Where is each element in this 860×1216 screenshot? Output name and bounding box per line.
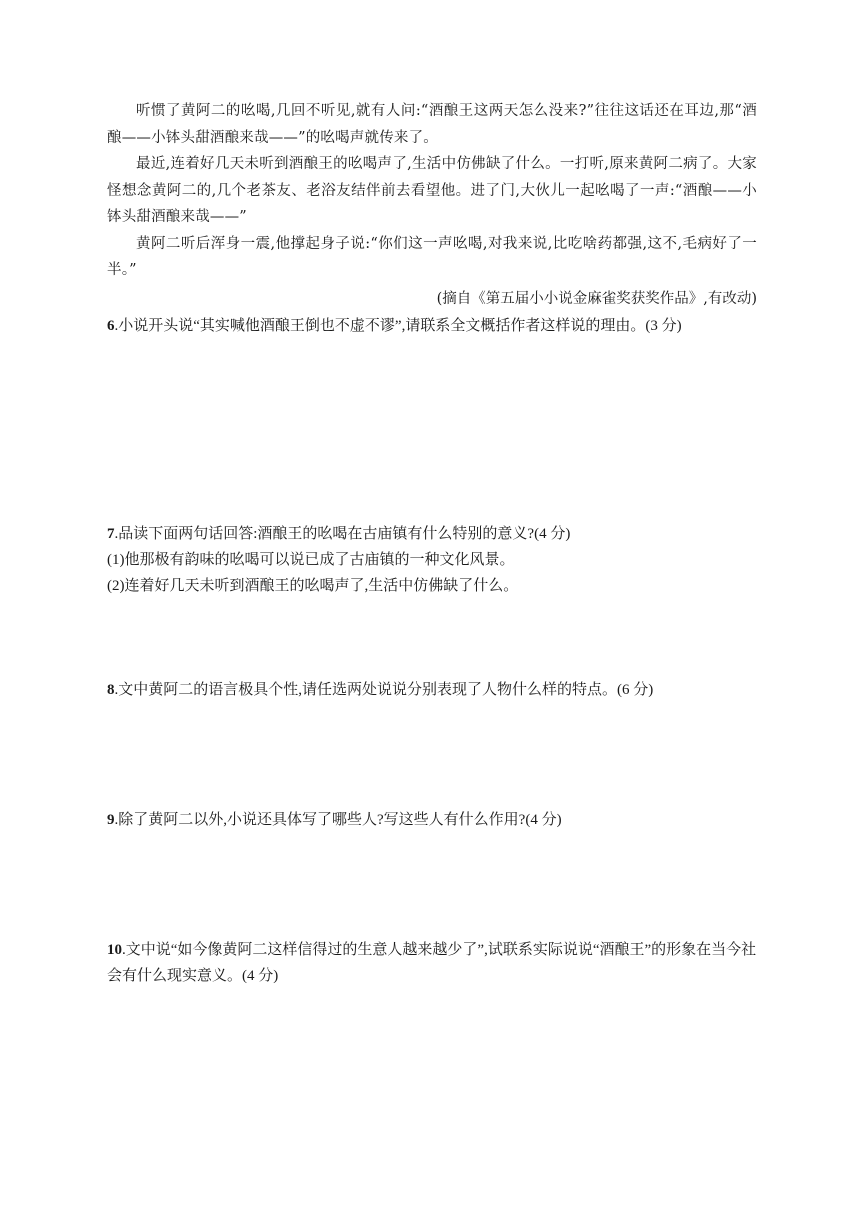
answer-area-8[interactable] [107,708,757,808]
answer-area-7[interactable] [107,605,757,675]
question-7-sub-2: (2)连着好几天未听到酒酿王的吆喝声了,生活中仿佛缺了什么。 [107,578,519,594]
question-text: .文中说“如今像黄阿二这样信得过的生意人越来越少了”,试联系实际说说“酒酿王”的形象在当今社会有什么现实意义。(4 分) [107,942,757,984]
question-6-prompt [107,313,757,339]
question-9-prompt [107,807,757,833]
passage-paragraph: 黄阿二听后浑身一震,他撑起身子说:“你们这一声吆喝,对我来说,比吃啥药都强,这不,毛病好了一半。” [107,235,757,278]
question-9 [107,807,757,833]
question-number: 8 [107,682,115,698]
question-8 [107,677,757,703]
question-6 [107,313,757,339]
question-text: .文中黄阿二的语言极具个性,请任选两处说说分别表现了人物什么样的特点。(6 分) [114,682,654,698]
answer-area-9[interactable] [107,838,757,938]
question-7 [107,521,757,599]
question-number: 6 [107,318,115,334]
question-10 [107,937,757,989]
answer-area-6[interactable] [107,345,757,515]
story-passage [107,98,757,284]
answer-area-10[interactable] [107,995,757,1175]
question-number: 9 [107,812,115,828]
passage-paragraph: 最近,连着好几天未听到酒酿王的吆喝声了,生活中仿佛缺了什么。一打听,原来黄阿二病了。大家怪想念黄阿二的,几个老茶友、老浴友结伴前去看望他。进了门,大伙儿一起吆喝了一声:“酒酿——小钵头甜酒酿来哉——” [107,156,757,225]
question-text: .品读下面两句话回答:酒酿王的吆喝在古庙镇有什么特别的意义?(4 分) [114,526,571,542]
question-7-prompt [107,521,757,547]
question-7-sub-1: (1)他那极有韵味的吆喝可以说已成了古庙镇的一种文化风景。 [107,552,515,568]
question-10-prompt [107,937,757,989]
question-text: .小说开头说“其实喊他酒酿王倒也不虚不谬”,请联系全文概括作者这样说的理由。(3 分) [114,318,682,334]
question-8-prompt [107,677,757,703]
question-text: .除了黄阿二以外,小说还具体写了哪些人?写这些人有什么作用?(4 分) [114,812,562,828]
question-number: 7 [107,526,115,542]
passage-paragraph: 听惯了黄阿二的吆喝,几回不听见,就有人问:“酒酿王这两天怎么没来?”往往这话还在耳边,那“酒酿——小钵头甜酒酿来哉——”的吆喝声就传来了。 [107,103,757,146]
question-number: 10 [107,942,122,958]
passage-source: (摘自《第五届小小说金麻雀奖获奖作品》,有改动) [436,291,757,307]
